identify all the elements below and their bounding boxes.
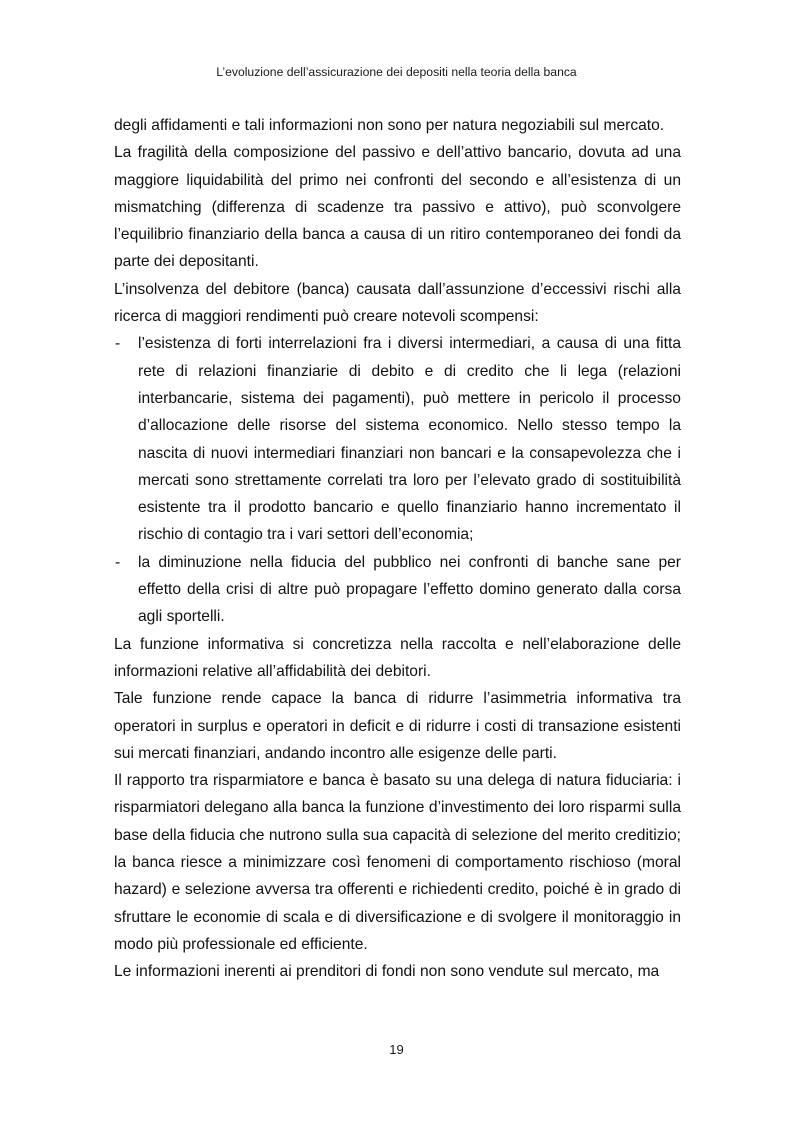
list-item [114,549,681,631]
page-number: 19 [389,1042,404,1057]
paragraph-information-function: La funzione informativa si concretizza nella raccolta e nell’elaborazione delle informazioni relative all’affidabilità dei debitori. [114,635,681,680]
list-item-text: la diminuzione nella fiducia del pubblico nei confronti di banche sane per effetto della crisi di altre può propagare l’effetto domino generato dalla corsa agli sportelli. [138,553,681,626]
paragraph-fiduciary: Il rapporto tra risparmiatore e banca è basato su una delega di natura fiduciaria: i risparmiatori delegano alla banca la funzione d’investimento dei loro risparmi sulla base della fiducia che nutrono sulla sua capacità di selezione del merito creditizio; la banca riesce a minimizzare così fenomeni di comportamento rischioso (moral hazard) e selezione avversa tra offerenti e richiedenti credito, poiché è in grado di sfruttare le economie di scala e di diversificazione e di svolgere il monitoraggio in modo più professionale ed efficiente. [114,772,681,953]
paragraph-final: Le informazioni inerenti ai prenditori di fondi non sono vendute sul mercato, ma [114,963,660,981]
list-dash: - [115,553,121,571]
paragraph-continuation: degli affidamenti e tali informazioni non sono per natura negoziabili sul mercato. [114,117,665,134]
page-body [114,112,681,986]
list-item [114,330,681,548]
list-item-text: l’esistenza di forti interrelazioni fra i diversi intermediari, a causa di una fitta rete di relazioni finanziarie di debito e di credito che li lega (relazioni interbancarie, sistema dei pagamenti), può mettere in pericolo il processo d’allocazione delle risorse del sistema economico. Nello stesso tempo la nascita di nuovi intermediari finanziari non bancari e la consapevolezza che i mercati sono strettamente correlati tra loro per l’elevato grado di sostituibilità esistente tra il prodotto bancario e quello finanziario hanno incrementato il rischio di contagio tra i vari settori dell’economia; [138,335,681,544]
paragraph-asymmetry: Tale funzione rende capace la banca di ridurre l’asimmetria informativa tra operatori in surplus e operatori in deficit e di ridurre i costi di transazione esistenti sui mercati finanziari, andando incontro alle esigenze delle parti. [114,690,681,762]
paragraph-insolvency: L’insolvenza del debitore (banca) causata dall’assunzione d’eccessivi rischi alla ricerca di maggiori rendimenti può creare notevoli scompensi: [114,280,681,326]
paragraph-fragility: La fragilità della composizione del passivo e dell’attivo bancario, dovuta ad una maggiore liquidabilità del primo nei confronti del secondo e all’esistenza di un mismatching (differenza di scadenze tra passivo e attivo), può sconvolgere l’equilibrio finanziario della banca a causa di un ritiro contemporaneo dei fondi da parte dei depositanti. [114,144,681,271]
list-dash: - [115,335,121,353]
running-header: L’evoluzione dell’assicurazione dei depositi nella teoria della banca [216,65,577,79]
consequences-list [114,330,681,630]
